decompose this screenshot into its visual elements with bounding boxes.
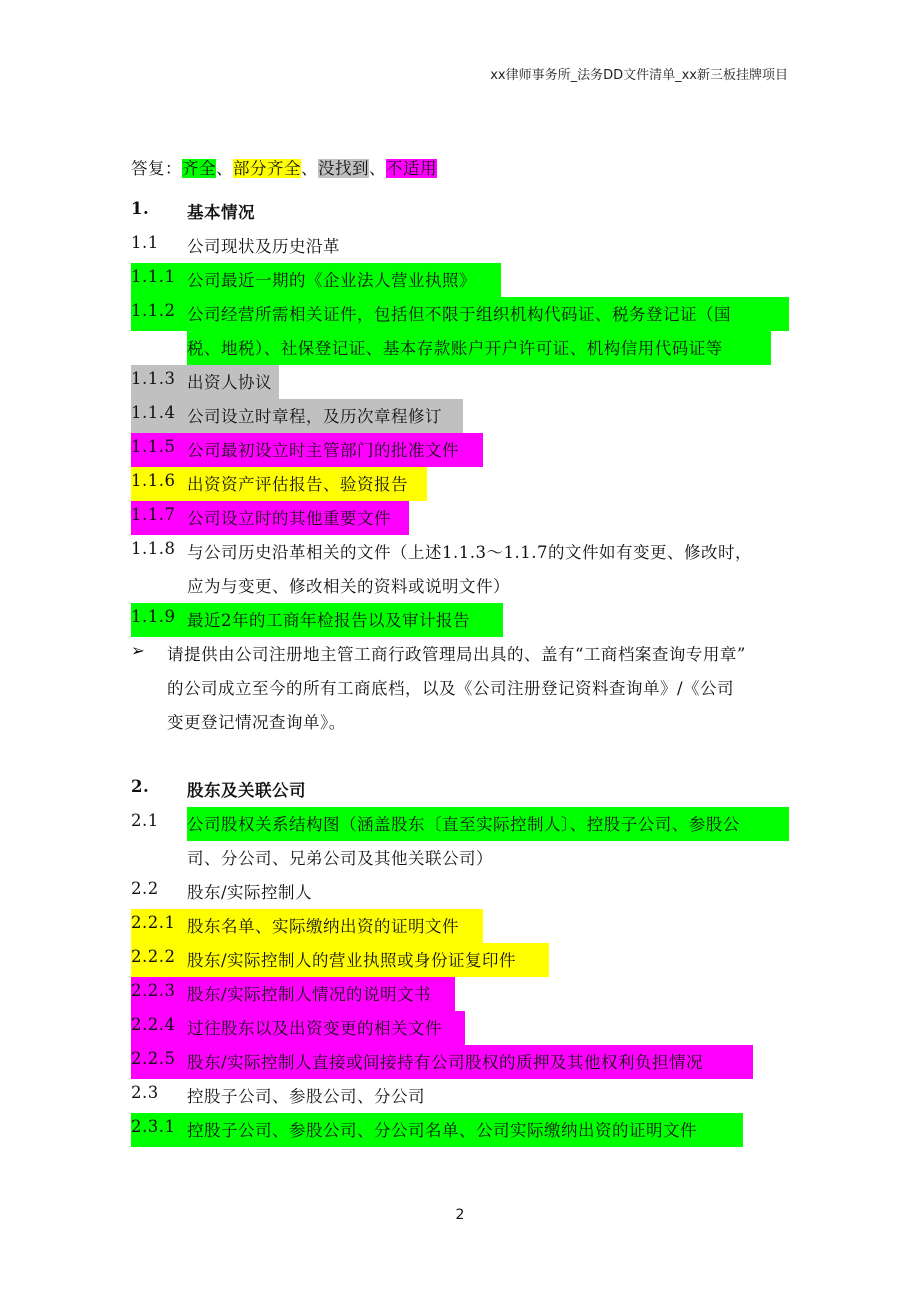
legend-complete: 齐全 bbox=[182, 159, 216, 178]
page-header: xx律师事务所_法务DD文件清单_xx新三板挂牌项目 bbox=[490, 68, 788, 83]
arrow-bullet-icon: ➢ bbox=[131, 641, 146, 660]
legend-not-found: 没找到 bbox=[318, 159, 369, 178]
page-number: 2 bbox=[455, 1207, 465, 1223]
legend-partial: 部分齐全 bbox=[233, 159, 301, 178]
legend-not-applicable: 不适用 bbox=[386, 159, 437, 178]
legend-line: 答复：齐全、部分齐全、没找到、不适用 bbox=[131, 159, 437, 178]
legend-prefix: 答复： bbox=[131, 159, 182, 178]
